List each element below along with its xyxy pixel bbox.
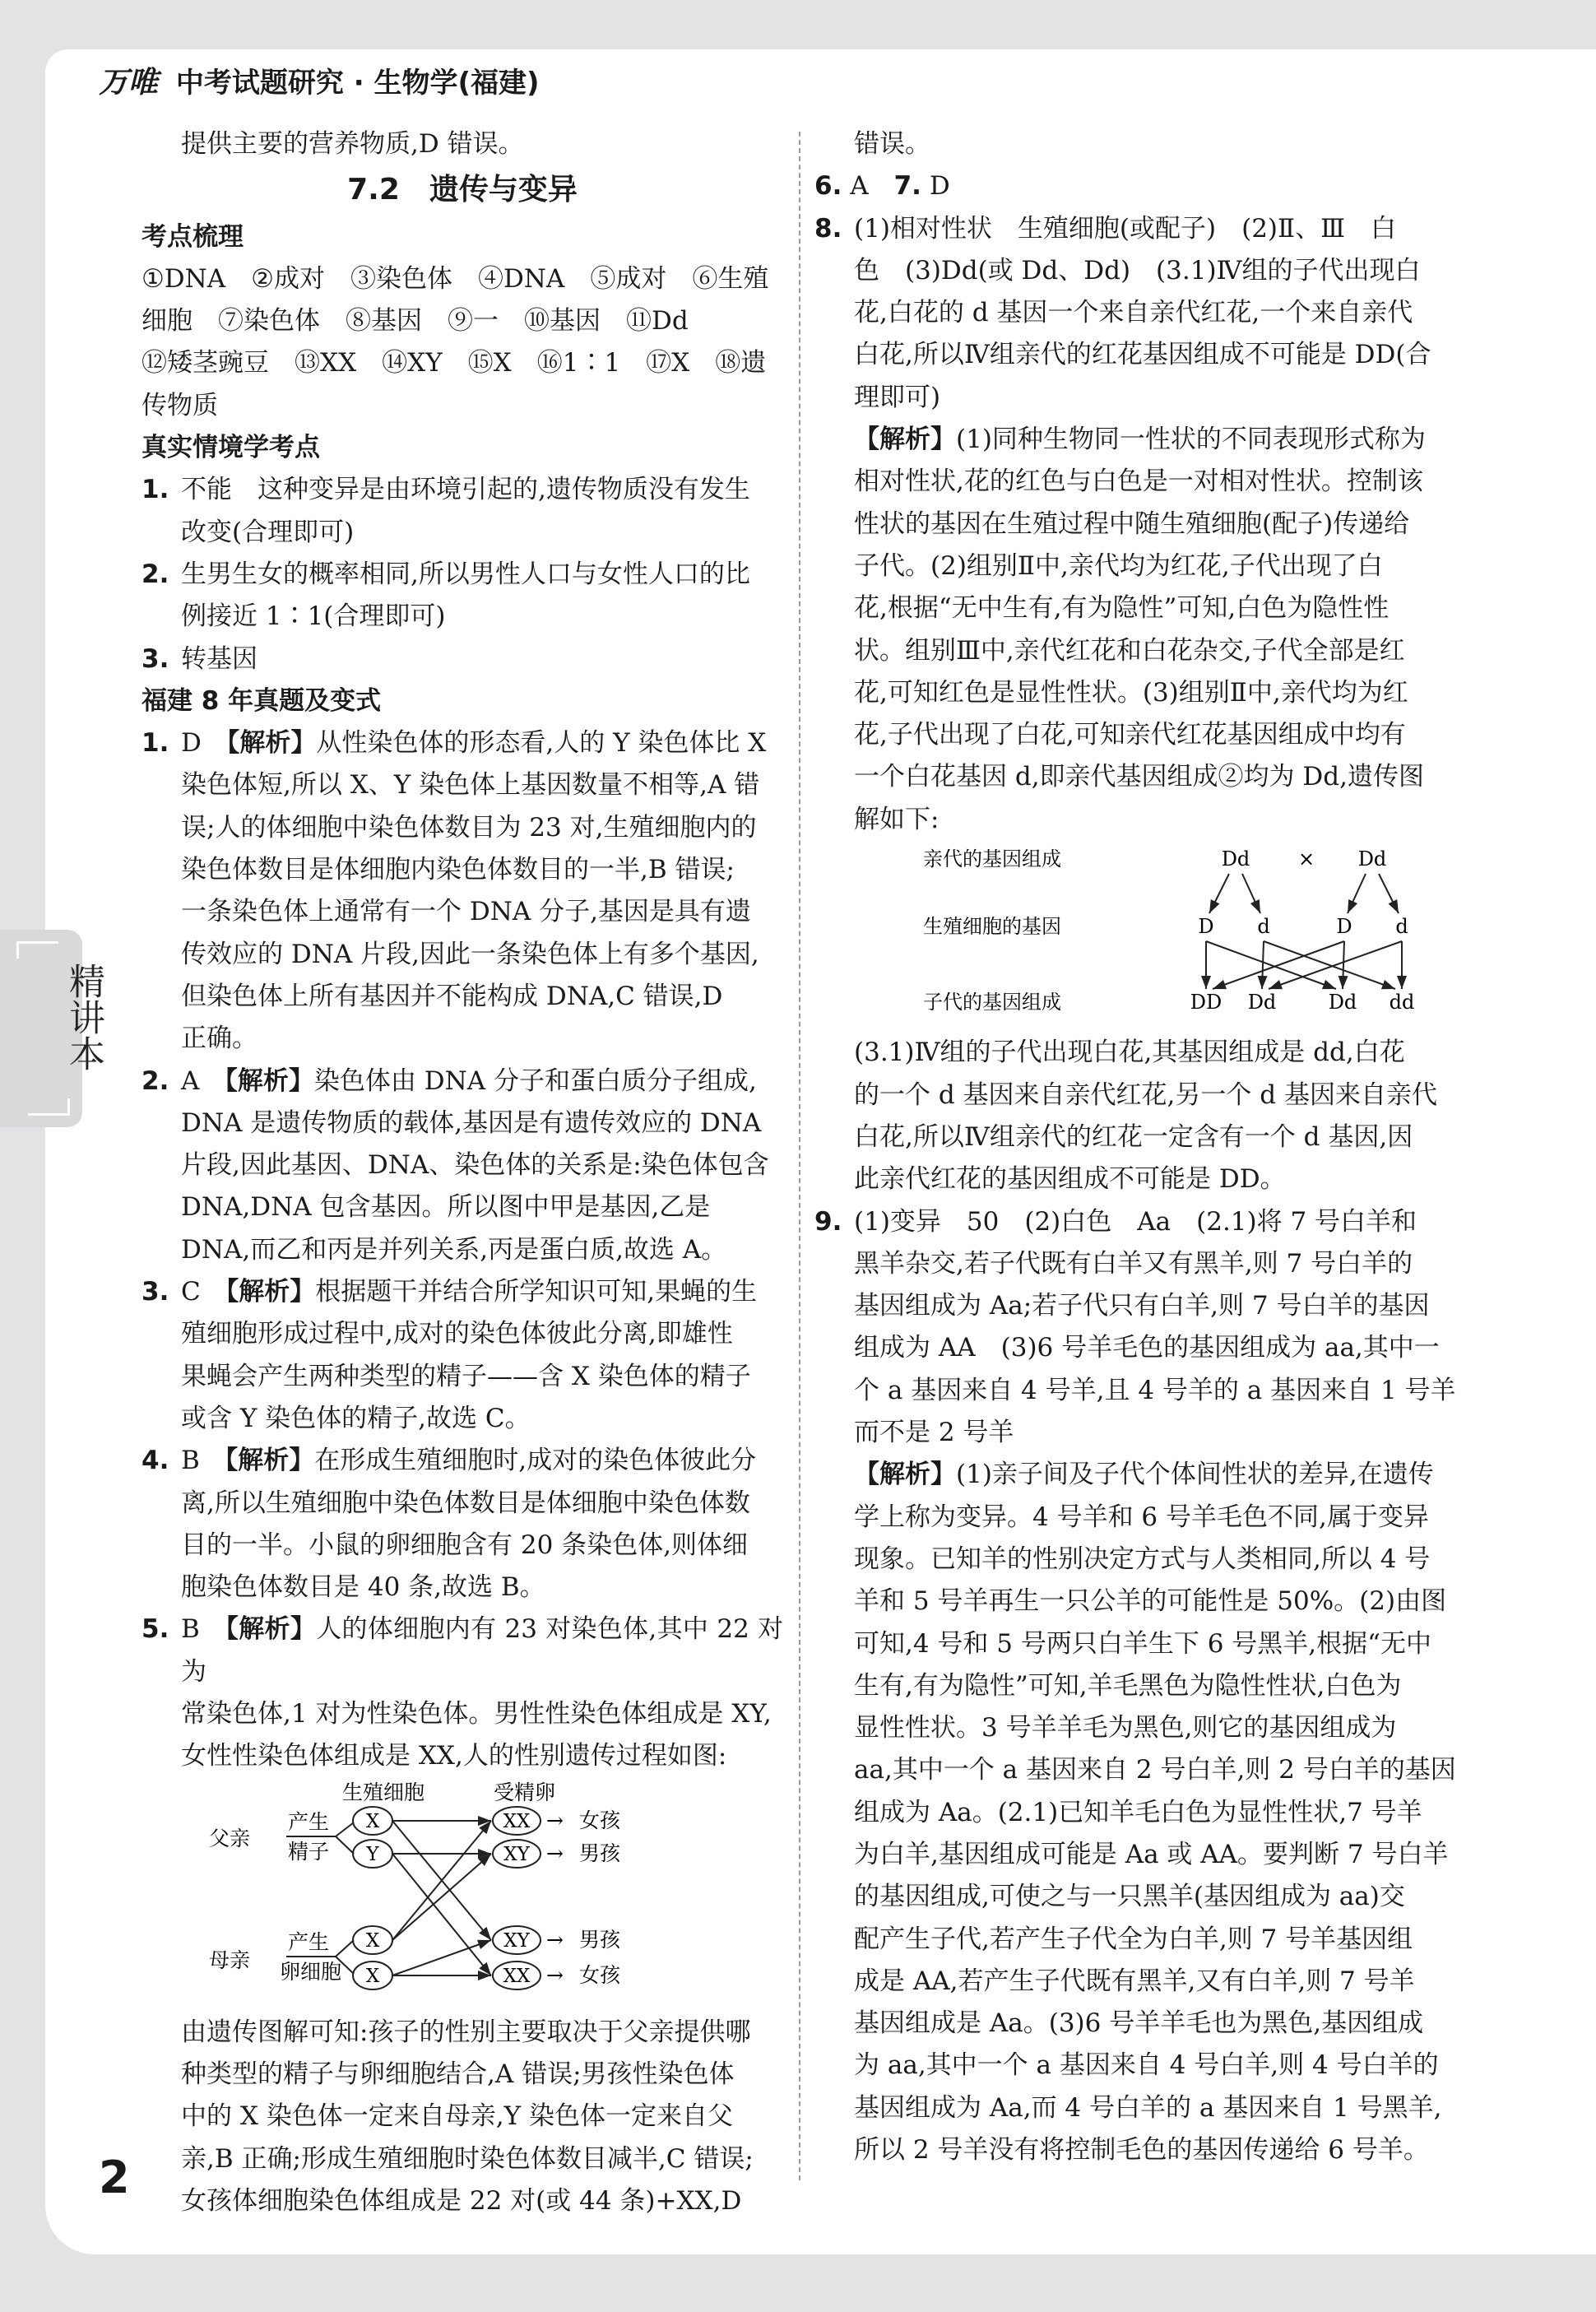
item-line: 染色体短,所以 X、Y 染色体上基因数量不相等,A 错 [181,770,760,801]
analysis-tag: 【解析】 [854,425,956,455]
item-line: 根据题干并结合所学知识可知,果蝇的生 [315,1277,758,1307]
carry-text: 错误。 [854,129,930,159]
arrow-icon: → [546,1927,564,1952]
item-line: 种类型的精子与卵细胞结合,A 错误;男孩性染色体 [181,2059,735,2090]
item-line: 理即可) [854,382,941,412]
item-line: 子代。(2)组别Ⅱ中,亲代均为红花,子代出现了白 [854,550,1383,581]
right-column [814,123,1461,2171]
item-number: 9. [814,1206,842,1237]
item-line: 转基因 [181,643,257,674]
row-label: 亲代的基因组成 [923,847,1061,871]
brand-logo: 万唯 [99,66,159,100]
item-line: 的一个 d 基因来自亲代红花,另一个 d 基因来自亲代 [854,1079,1437,1110]
header-title: 中考试题研究 · 生物学(福建) [175,67,540,100]
item-line: 配产生子代,若产生子代全为白羊,则 7 号羊基因组 [854,1924,1413,1954]
item-number: 6. [814,171,842,202]
item-line: 花,白花的 d 基因一个来自亲代红花,一个来自亲代 [854,298,1413,328]
item-line: 在形成生殖细胞时,成对的染色体彼此分 [314,1446,757,1476]
item-line: 花,根据“无中生有,有为隐性”可知,白色为隐性性 [854,593,1390,624]
page-number: 2 [99,2152,130,2203]
kd-line: 传物质 [142,390,218,420]
question-5 [142,1609,783,2222]
gamete: D [1198,915,1214,939]
answers-6-7 [814,165,1461,207]
item-line: 目的一半。小鼠的卵细胞含有 20 条染色体,则体细 [181,1530,749,1560]
offspring-genotype: Dd [1247,991,1277,1014]
item-line: aa,其中一个 a 基因来自 2 号白羊,则 2 号白羊的基因 [854,1755,1456,1785]
question-8 [814,208,1461,1201]
item-line: 可知,4 号和 5 号两只白羊生下 6 号黑羊,根据“无中 [854,1628,1431,1659]
item-line: 但染色体上所有基因并不能构成 DNA,C 错误,D [181,981,723,1011]
item-number: 1. [142,728,169,759]
row-label: 子代的基因组成 [923,991,1061,1014]
list-item [142,638,783,680]
answer: B [181,1614,200,1645]
germ-cell: X [365,1965,380,1987]
item-line: 或含 Y 染色体的精子,故选 C。 [181,1403,531,1433]
gamete-arrow [1209,874,1229,913]
item-number: 1. [142,475,169,505]
item-line: 一个白花基因 d,即亲代基因组成②均为 Dd,遗传图 [854,762,1424,792]
item-line: 例接近 1∶1(合理即可) [181,601,446,632]
item-line: 学上称为变异。4 号羊和 6 号羊毛色不同,属于变异 [854,1502,1429,1532]
arrow-icon: → [546,1962,564,1987]
item-line: 解如下: [854,804,940,834]
kd-heading: 考点梳理 [142,221,244,252]
germ-cell: X [365,1810,380,1832]
left-column [142,123,783,2222]
item-line: 个 a 基因来自 4 号羊,且 4 号羊的 a 基因来自 1 号羊 [854,1375,1456,1405]
cross-line [1206,941,1336,989]
analysis-tag: 【解析】 [225,1065,314,1096]
zygote: XY [503,1929,530,1952]
item-line: 的基因组成,可使之与一只黑羊(基因组成为 aa)交 [854,1882,1405,1912]
bracket-icon [16,941,58,959]
item-line: 一条染色体上通常有一个 DNA 分子,基因是具有遗 [181,897,751,927]
item-number: 2. [142,1065,169,1096]
item-line: 人的体细胞内有 23 对染色体,其中 22 对为 [181,1614,784,1687]
fj-heading: 福建 8 年真题及变式 [142,685,382,716]
father-label: 父亲 [209,1826,251,1850]
item-line: DNA,而乙和丙是并列关系,丙是蛋白质,故选 A。 [181,1234,727,1265]
dd-inheritance-diagram [854,841,1461,1019]
real-heading: 真实情境学考点 [142,433,320,463]
bracket-icon [28,1098,70,1116]
item-line: 离,所以生殖细胞中染色体数目是体细胞中染色体数 [181,1488,750,1518]
item-line: 为 aa,其中一个 a 基因来自 4 号白羊,则 4 号白羊的 [854,2050,1439,2081]
item-line: DNA,DNA 包含基因。所以图中甲是基因,乙是 [181,1192,711,1223]
item-line: 生有,有为隐性”可知,羊毛黑色为隐性性状,白色为 [854,1670,1402,1701]
item-line: 从性染色体的形态看,人的 Y 染色体比 X [316,728,767,759]
carry-text: 提供主要的营养物质,D 错误。 [181,129,524,159]
analysis-tag: 【解析】 [225,1614,317,1645]
question-3 [142,1271,783,1440]
item-line: 而不是 2 号羊 [854,1418,1014,1448]
answer: A [850,171,869,202]
offspring-genotype: DD [1190,991,1223,1014]
cross-line [1343,941,1344,989]
side-tab [0,930,104,1127]
gamete-arrow [1379,874,1399,913]
zygote: XY [503,1843,530,1865]
analysis-tag: 【解析】 [225,1446,315,1476]
gamete: d [1395,915,1408,939]
gamete: d [1257,915,1270,939]
produce-label: 产生 [288,1809,330,1834]
item-line: 组成为 AA (3)6 号羊毛色的基因组成为 aa,其中一 [854,1333,1440,1363]
cross-symbol: × [1297,847,1315,871]
kd-line: ①DNA ②成对 ③染色体 ④DNA ⑤成对 ⑥生殖 [142,263,769,294]
list-item [142,469,783,554]
arrow-icon: → [546,1841,564,1865]
cross-line [1269,941,1402,989]
analysis-tag: 【解析】 [226,728,317,759]
item-line: 改变(合理即可) [181,517,355,547]
item-line: 传效应的 DNA 片段,因此一条染色体上有多个基因, [181,939,759,969]
child-label: 女孩 [579,1808,621,1832]
item-line: 果蝇会产生两种类型的精子——含 X 染色体的精子 [181,1361,751,1391]
item-line: 正确。 [181,1024,257,1054]
item-line: 基因组成是 Aa。(3)6 号羊羊毛也为黑色,基因组成 [854,2008,1424,2039]
question-9 [814,1201,1461,2172]
item-line: 现象。已知羊的性别决定方式与人类相同,所以 4 号 [854,1544,1431,1574]
row-label: 生殖细胞的基因 [923,915,1061,939]
item-number: 2. [142,559,169,589]
item-line: 羊和 5 号羊再生一只公羊的可能性是 50%。(2)由图 [854,1586,1447,1617]
kd-line: ⑫矮茎豌豆 ⑬XX ⑭XY ⑮X ⑯1∶1 ⑰X ⑱遗 [142,348,767,378]
mother-label: 母亲 [209,1948,251,1972]
item-line: 染色体由 DNA 分子和蛋白质分子组成, [313,1065,757,1096]
germ-cell: Y [366,1843,379,1865]
item-line: 殖细胞形成过程中,成对的染色体彼此分离,即雄性 [181,1319,733,1349]
bracket-line [336,1940,354,1957]
produce-label: 产生 [288,1929,330,1954]
arrow-icon: → [546,1808,564,1832]
item-line: 基因组成为 Aa;若子代只有白羊,则 7 号白羊的基因 [854,1291,1430,1321]
parent-genotype: Dd [1221,847,1250,871]
item-number: 5. [142,1614,169,1645]
cross-line [1264,941,1395,989]
question-1 [142,722,783,1060]
child-label: 女孩 [579,1962,621,1987]
parent-genotype: Dd [1357,847,1387,871]
sperm-label: 精子 [288,1839,330,1864]
question-4 [142,1440,783,1609]
item-line: 相对性状,花的红色与白色是一对相对性状。控制该 [854,467,1423,497]
item-line: 中的 X 染色体一定来自母亲,Y 染色体一定来自父 [181,2101,733,2132]
answer: C [181,1277,201,1307]
item-line: 黑羊杂交,若子代既有白羊又有黑羊,则 7 号白羊的 [854,1248,1413,1279]
item-number: 3. [142,643,169,674]
item-line: (3.1)Ⅳ组的子代出现白花,其基因组成是 dd,白花 [854,1038,1405,1068]
item-line: 胞染色体数目是 40 条,故选 B。 [181,1572,545,1603]
item-line: 基因组成为 Aa,而 4 号白羊的 a 基因来自 1 号黑羊, [854,2092,1442,2123]
item-number: 3. [142,1277,169,1307]
offspring-genotype: dd [1389,991,1415,1014]
section-title: 7.2 遗传与变异 [347,173,578,207]
cross-line [1213,941,1344,989]
answer: D [181,728,202,759]
cross-line [392,1854,491,1940]
child-label: 男孩 [579,1927,621,1952]
item-line: 不能 这种变异是由环境引起的,遗传物质没有发生 [181,475,750,505]
item-line: 显性性状。3 号羊羊毛为黑色,则它的基因组成为 [854,1713,1397,1743]
item-number: 4. [142,1446,169,1476]
item-line: 女性性染色体组成是 XX,人的性别遗传过程如图: [181,1741,727,1771]
col-zygote-label: 受精卵 [494,1780,556,1804]
offspring-genotype: Dd [1328,991,1357,1014]
item-line: 由遗传图解可知:孩子的性别主要取决于父亲提供哪 [181,2017,751,2047]
item-line: 花,可知红色是显性性状。(3)组别Ⅱ中,亲代均为红 [854,677,1408,708]
analysis-tag: 【解析】 [854,1460,956,1490]
item-line: (1)相对性状 生殖细胞(或配子) (2)Ⅱ、Ⅲ 白 [854,213,1396,244]
item-line: 所以 2 号羊没有将控制毛色的基因传递给 6 号羊。 [854,2135,1429,2166]
cross-line [1262,941,1264,989]
side-tab-label: 精讲本 [63,963,104,1071]
kd-line: 细胞 ⑦染色体 ⑧基因 ⑨一 ⑩基因 ⑪Dd [142,306,689,337]
item-line: 常染色体,1 对为性染色体。男性性染色体组成是 XY, [181,1698,772,1729]
item-line: 女孩体细胞染色体组成是 22 对(或 44 条)+XX,D [181,2186,742,2217]
sex-inheritance-diagram [181,1778,783,1999]
answer: B [181,1446,200,1476]
answer: A [181,1065,200,1096]
item-line: 染色体数目是体细胞内染色体数目的一半,B 错误; [181,855,735,885]
item-line: 状。组别Ⅲ中,亲代红花和白花杂交,子代全部是红 [854,635,1405,666]
item-line: 生男生女的概率相同,所以男性人口与女性人口的比 [181,559,750,589]
item-line: 色 (3)Dd(或 Dd、Dd) (3.1)Ⅳ组的子代出现白 [854,255,1421,286]
item-line: 误;人的体细胞中染色体数目为 23 对,生殖细胞内的 [181,812,757,843]
item-line: 白花,所以Ⅳ组亲代的红花基因组成不可能是 DD(合 [854,340,1431,370]
question-2 [142,1061,783,1271]
item-line: 片段,因此基因、DNA、染色体的关系是:染色体包含 [181,1150,769,1181]
gamete-arrow [1242,874,1260,913]
item-line: 花,子代出现了白花,可知亲代红花基因组成中均有 [854,720,1406,750]
item-line: 亲,B 正确;形成生殖细胞时染色体数目减半,C 错误; [181,2143,754,2174]
item-line: 性状的基因在生殖过程中随生殖细胞(配子)传递给 [854,508,1410,539]
gamete: D [1336,915,1352,939]
bracket-line [336,1836,354,1854]
item-line: DNA 是遗传物质的载体,基因是有遗传效应的 DNA [181,1107,762,1138]
germ-cell: X [365,1929,380,1952]
item-number: 8. [814,213,842,244]
zygote: XX [503,1965,531,1987]
analysis-tag: 【解析】 [225,1277,316,1307]
gamete-arrow [1348,874,1366,913]
col-germ-label: 生殖细胞 [342,1780,425,1804]
item-line: (1)亲子间及子代个体间性状的差异,在遗传 [956,1460,1434,1490]
egg-label: 卵细胞 [280,1959,342,1984]
zygote: XX [503,1810,531,1832]
item-line: 组成为 Aa。(2.1)已知羊毛白色为显性性状,7 号羊 [854,1797,1422,1827]
item-line: (1)同种生物同一性状的不同表现形式称为 [956,425,1426,455]
item-line: (1)变异 50 (2)白色 Aa (2.1)将 7 号白羊和 [854,1206,1417,1237]
bracket-line [336,1822,354,1836]
list-item [142,554,783,638]
answer: D [929,171,950,202]
item-line: 成是 AA,若产生子代既有黑羊,又有白羊,则 7 号羊 [854,1966,1415,1996]
page-header [99,59,1415,105]
item-number: 7. [893,171,921,202]
item-line: 白花,所以Ⅳ组亲代的红花一定含有一个 d 基因,因 [854,1121,1413,1152]
column-divider [799,132,800,2180]
item-line: 为白羊,基因组成可能是 Aa 或 AA。要判断 7 号白羊 [854,1839,1449,1869]
item-line: 此亲代红花的基因组成不可能是 DD。 [854,1164,1286,1195]
child-label: 男孩 [579,1841,621,1865]
